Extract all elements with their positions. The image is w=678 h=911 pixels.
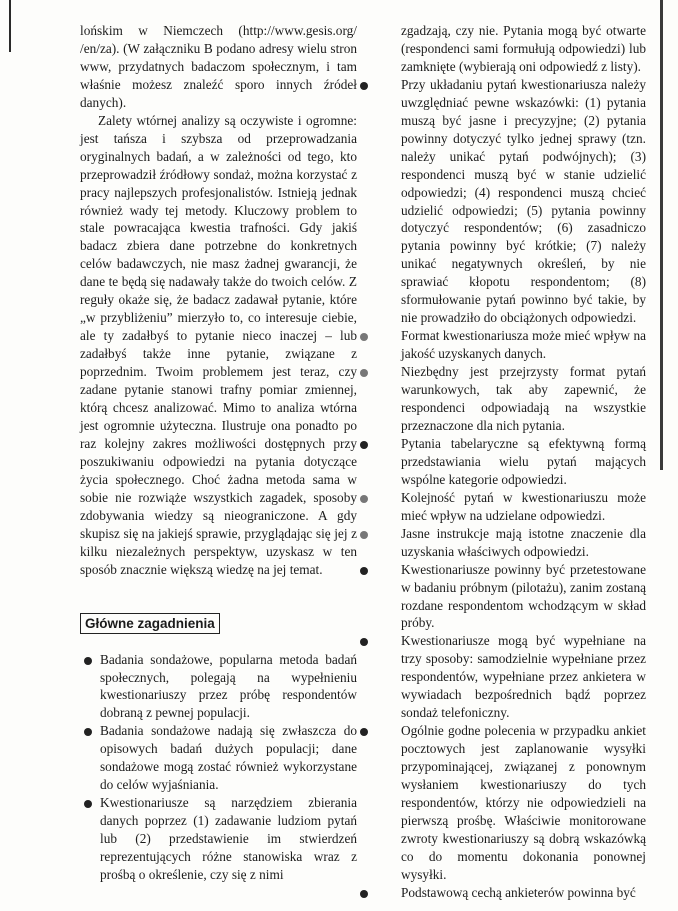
left-column xyxy=(80,22,357,884)
list-item: Badania sondażowe nadają się zwłaszcza do opisowych badań dużych populacji; dane sondażowe mogą zostać również wykorzystane do celów wyjaśniania. xyxy=(80,722,357,794)
bullet-icon xyxy=(84,800,92,808)
list-item: Badania sondażowe, popularna metoda badań społecznych, polegają na wypełnieniu kwestionariuszy przez próbę respondentów dobraną z pewnej populacji. xyxy=(80,651,357,723)
key-points-list-left xyxy=(80,651,357,884)
key-points-list-right xyxy=(371,76,646,902)
list-item: Niezbędny jest przejrzysty format pytań warunkowych, tak aby zapewnić, że respondenci odpowiadają na wszystkie przeznaczone dla nich pytania. xyxy=(371,363,646,435)
list-item: Kolejność pytań w kwestionariuszu może mieć wpływ na udzielane odpowiedzi. xyxy=(371,489,646,525)
bullet-icon xyxy=(360,333,368,341)
bullet-icon xyxy=(360,369,368,377)
bullet-icon xyxy=(360,441,368,449)
bullet-icon xyxy=(360,531,368,539)
list-item: Kwestionariusze są narzędziem zbierania danych poprzez (1) zadawanie ludziom pytań lub (2) przedstawienie im stwierdzeń reprezentujących różne stanowiska wraz z prośbą o określenie, czy się z nimi xyxy=(80,794,357,884)
bullet-icon xyxy=(360,495,368,503)
page-edge-right xyxy=(660,0,663,470)
bullet-icon xyxy=(84,657,92,665)
list-item: Pytania tabelaryczne są efektywną formą przedstawiania wielu pytań mających wspólne kategorie odpowiedzi. xyxy=(371,435,646,489)
bullet-icon xyxy=(360,82,368,90)
list-item: Jasne instrukcje mają istotne znaczenie dla uzyskania właściwych odpowiedzi. xyxy=(371,525,646,561)
right-column xyxy=(371,22,646,902)
bullet-icon xyxy=(360,890,368,898)
bullet-icon xyxy=(360,567,368,575)
continued-paragraph: lońskim w Niemczech (http://www.gesis.org/ /en/za). (W załączniku B podano adresy wielu stron www, przydatnych badaczom społecznym, i tam właśnie możesz znaleźć sporo innych źródeł danych). xyxy=(80,23,357,110)
bullet-icon xyxy=(360,638,368,646)
list-item: Kwestionariusze powinny być przetestowane w badaniu próbnym (pilotażu), zanim zostaną rozdane respondentom wchodzącym w skład próby. xyxy=(371,561,646,633)
secondary-analysis-paragraph: Zalety wtórnej analizy są oczywiste i ogromne: jest tańsza i szybsza od przeprowadzania oryginalnych badań, a w zależności od tego, kto przeprowadził źródłowy sondaż, można korzystać z pracy najlepszych profesjonalistów. Istnieją jednak również wady tej metody. Kluczowy problem to stale powracająca kwestia trafności. Gdy jakiś badacz zbiera dane potrzebne do konkretnych celów badawczych, nie masz żadnej gwarancji, że dane te będą się nadawały także do twoich celów. Z reguły okaże się, że badacz zadawał pytanie, które „w przybliżeniu” mierzyło to, co interesuje ciebie, ale ty zadałbyś to pytanie nieco inaczej – lub zadałbyś także inne pytanie, związane z poprzednim. Twoim problemem jest teraz, czy zadane pytanie stanowi trafny pomiar zmiennej, którą chcesz analizować. Mimo to analiza wtórna jest ogromnie użyteczna. Ilustruje ona ponadto po raz kolejny zakres możliwości dostępnych przy poszukiwaniu odpowiedzi na pytania dotyczące życia społecznego. Choć żadna metoda sama w sobie nie rozwiąże wszystkich zagadek, sposoby zdobywania wiedzy są nieograniczone. A gdy skupisz się na jakiejś sprawie, przyglądając się jej z kilku niezależnych perspektyw, uzyskasz w ten sposób znacznie większą wiedzę na jej temat. xyxy=(80,112,357,577)
section-heading: Główne zagadnienia xyxy=(80,613,220,634)
continued-list-text: zgadzają, czy nie. Pytania mogą być otwarte (respondenci sami formułują odpowiedzi) lub zamknięte (wybierają oni odpowiedź z listy). xyxy=(401,23,646,74)
list-item: Kwestionariusze mogą być wypełniane na trzy sposoby: samodzielnie wypełniane przez respondentów, wypełniane przez ankietera w wywiadach bezpośrednich bądź poprzez sondaż telefoniczny. xyxy=(371,632,646,722)
list-item: Format kwestionariusza może mieć wpływ na jakość uzyskanych danych. xyxy=(371,327,646,363)
page-edge-left xyxy=(9,0,11,52)
bullet-icon xyxy=(84,728,92,736)
list-item: Ogólnie godne polecenia w przypadku ankiet pocztowych jest zaplanowanie wysyłki przypominającej, związanej z ponownym wysłaniem kwestionariuszy do tych respondentów, którzy nie odpowiedzieli na pierwszą prośbę. Właściwie monitorowane zwroty kwestionariuszy są dobrą wskazówką co do momentu dokonania ponownej wysyłki. xyxy=(371,722,646,884)
bullet-icon xyxy=(360,728,368,736)
list-item: Podstawową cechą ankieterów powinna być xyxy=(371,884,646,902)
list-item: Przy układaniu pytań kwestionariusza należy uwzględniać pewne wskazówki: (1) pytania muszą być jasne i precyzyjne; (2) pytania powinny dotyczyć tylko jednej sprawy (tzn. należy unikać pytań podwójnych); (3) respondenci muszą być w stanie udzielić odpowiedzi; (4) respondenci muszą chcieć udzielić odpowiedzi; (5) pytania powinny dotyczyć respondentów; (6) zasadniczo pytania powinny być krótkie; (7) należy unikać negatywnych określeń, by nie sprawiać kłopotu respondentom; (8) sformułowanie pytań powinno być takie, by nie prowadziło do obciążonych odpowiedzi. xyxy=(371,76,646,327)
